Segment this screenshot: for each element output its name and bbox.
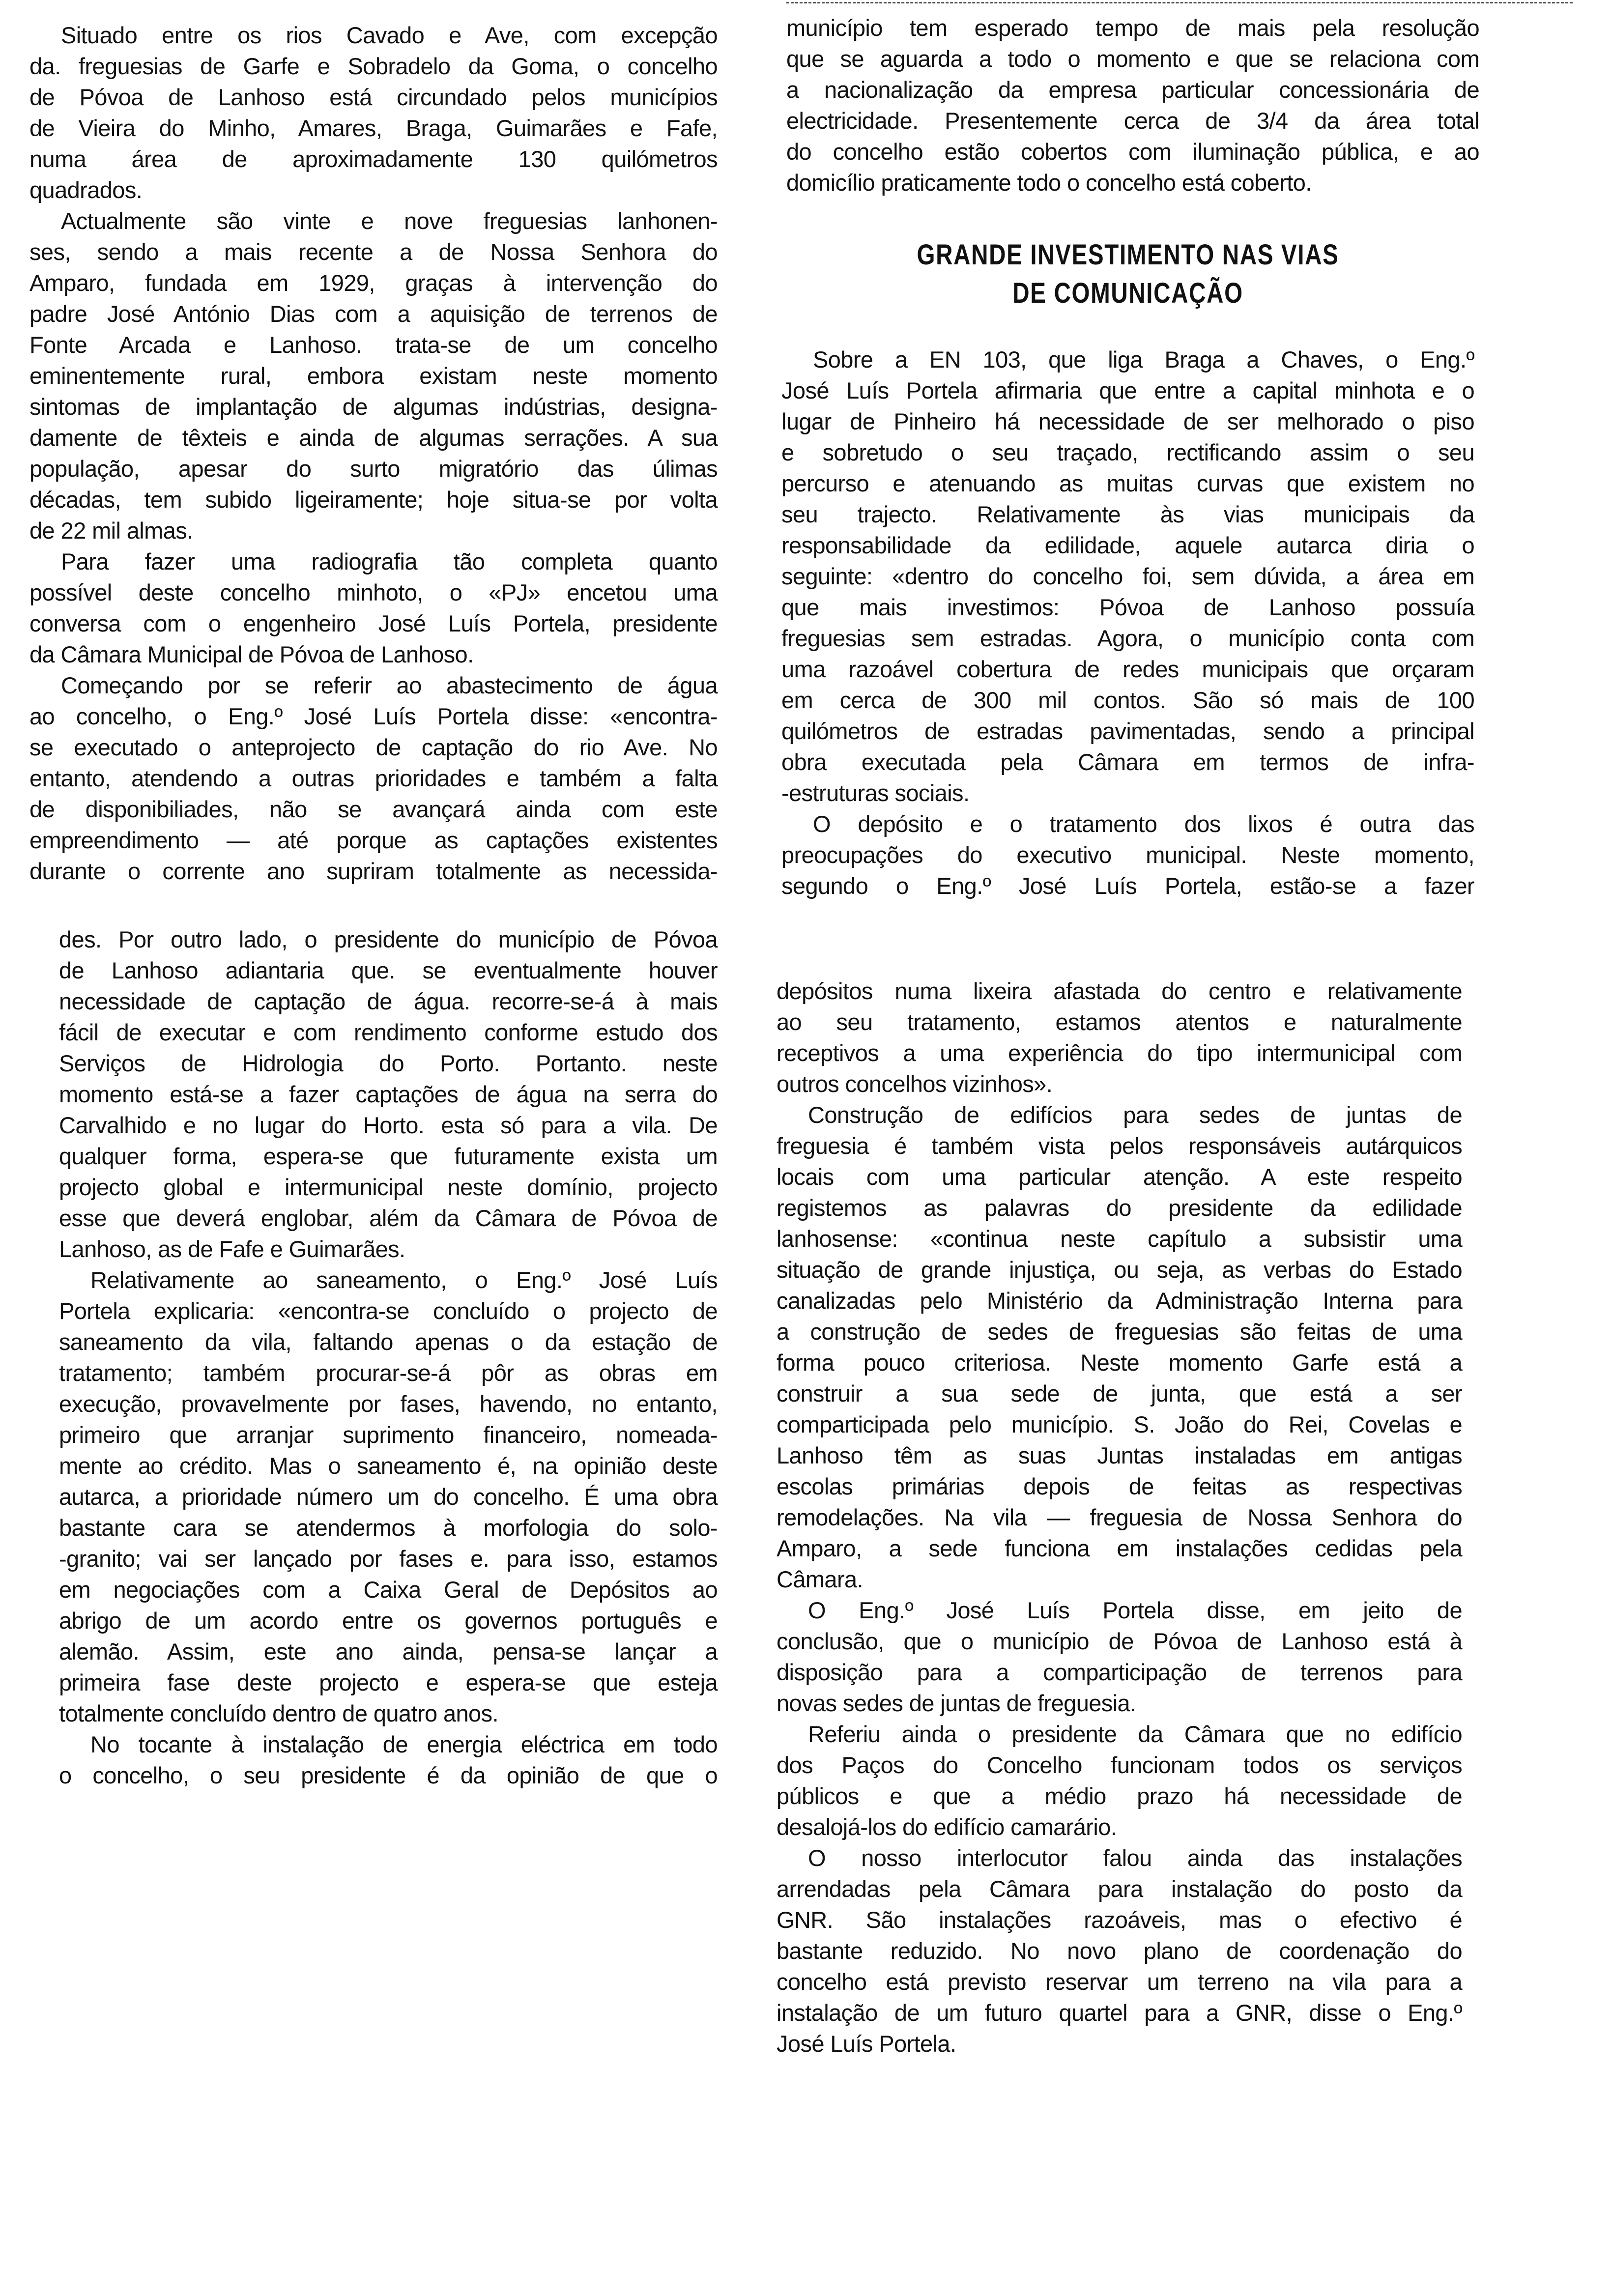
paragraph [781,344,1474,808]
article-column-right-top [786,12,1479,198]
text-line: freguesias sem estradas. Agora, o município conta com [781,625,1474,651]
text-line: percurso e atenuando as muitas curvas que existem no [781,470,1474,496]
paragraph [781,808,1474,901]
text-line: Lanhoso têm as suas Juntas instaladas em antigas [777,1442,1462,1468]
text-line: O Eng.º José Luís Portela disse, em jeito de [808,1597,1462,1623]
text-line: Sobre a EN 103, que liga Braga a Chaves, o Eng.º [813,346,1474,373]
text-line: empreendimento — até porque as captações existentes [29,827,718,853]
text-line: des. Por outro lado, o presidente do município de Póvoa [59,926,718,952]
article-column-right-middle [781,344,1474,901]
text-line: numa área de aproximadamente 130 quilómetros [29,146,718,172]
text-line: necessidade de captação de água. recorre-se-á à mais [59,988,718,1014]
text-line: esse que deverá englobar, além da Câmara de Póvoa de [59,1205,718,1231]
text-line: domicílio praticamente todo o concelho está coberto. [786,170,1312,196]
text-line: seu trajecto. Relativamente às vias municipais da [781,501,1474,527]
text-line: de 22 mil almas. [29,517,193,544]
text-line: quadrados. [29,177,143,203]
text-line: -granito; vai ser lançado por fases e. para isso, estamos [59,1546,718,1572]
text-line: obra executada pela Câmara em termos de infra- [781,749,1474,775]
text-line: a nacionalização da empresa particular concessionária de [786,77,1479,103]
text-line: tratamento; também procurar-se-á pôr as obras em [59,1360,718,1386]
text-line: primeiro que arranjar suprimento financeiro, nomeada- [59,1422,718,1448]
article-column-left-upper [29,20,718,887]
article-column-left-lower [59,924,718,1791]
text-line: que mais investimos: Póvoa de Lanhoso possuía [781,594,1474,620]
text-line: Serviços de Hidrologia do Porto. Portanto. neste [59,1050,718,1076]
text-line: Câmara. [777,1566,864,1592]
paragraph [777,1595,1462,1719]
text-line: ao concelho, o Eng.º José Luís Portela disse: «encontra- [29,703,718,729]
text-line: entanto, atendendo a outras prioridades e também a falta [29,765,718,791]
text-line: que se aguarda a todo o momento e que se relaciona com [786,46,1479,72]
text-line: se executado o anteprojecto de captação do rio Ave. No [29,734,718,760]
paragraph [29,546,718,670]
paragraph [777,976,1462,1099]
text-line: momento está-se a fazer captações de água na serra do [59,1081,718,1107]
text-line: população, apesar do surto migratório das úlimas [29,456,718,482]
text-line: Relativamente ao saneamento, o Eng.º José Luís [90,1267,718,1293]
text-line: -estruturas sociais. [781,780,970,806]
text-line: situação de grande injustiça, ou seja, as verbas do Estado [777,1257,1462,1283]
headline-line: GRANDE INVESTIMENTO NAS VIAS [917,239,1339,271]
text-line: uma razoável cobertura de redes municipais que orçaram [781,656,1474,682]
text-line: remodelações. Na vila — freguesia de Nossa Senhora do [777,1504,1462,1530]
text-line: bastante cara se atendermos à morfologia do solo- [59,1515,718,1541]
text-line: locais com uma particular atenção. A este respeito [777,1164,1462,1190]
text-line: de Vieira do Minho, Amares, Braga, Guimarães e Fafe, [29,115,718,141]
text-line: desalojá-los do edifício camarário. [777,1814,1117,1840]
text-line: segundo o Eng.º José Luís Portela, estão-se a fazer [781,873,1474,899]
headline-line: DE COMUNICAÇÃO [1012,277,1243,309]
text-line: construir a sua sede de junta, que está a ser [777,1380,1462,1406]
text-line: seguinte: «dentro do concelho foi, sem dúvida, a área em [781,563,1474,589]
text-line: escolas primárias depois de feitas as respectivas [777,1473,1462,1499]
text-line: o concelho, o seu presidente é da opinião de que o [59,1762,718,1788]
paragraph [786,12,1479,198]
article-column-right-lower [777,976,1462,2059]
text-line: registemos as palavras do presidente da edilidade [777,1195,1462,1221]
paragraph [59,1729,718,1791]
section-headline [844,236,1412,313]
paragraph [29,205,718,546]
text-line: lugar de Pinheiro há necessidade de ser melhorado o piso [781,408,1474,434]
paragraph [59,924,718,1264]
text-line: electricidade. Presentemente cerca de 3/4 da área total [786,108,1479,134]
text-line: responsabilidade da edilidade, aquele autarca diria o [781,532,1474,558]
text-line: qualquer forma, espera-se que futuramente exista um [59,1143,718,1169]
text-line: possível deste concelho minhoto, o «PJ» encetou uma [29,579,718,605]
text-line: GNR. São instalações razoáveis, mas o efectivo é [777,1907,1462,1933]
text-line: conclusão, que o município de Póvoa de Lanhoso está à [777,1628,1462,1654]
text-line: em cerca de 300 mil contos. São só mais de 100 [781,687,1474,713]
text-line: Construção de edifícios para sedes de juntas de [808,1102,1462,1128]
text-line: e sobretudo o seu traçado, rectificando assim o seu [781,439,1474,465]
text-line: dos Paços do Concelho funcionam todos os serviços [777,1752,1462,1778]
text-line: de Póvoa de Lanhoso está circundado pelos municípios [29,84,718,110]
text-line: Para fazer uma radiografia tão completa quanto [61,548,718,574]
text-line: canalizadas pelo Ministério da Administração Interna para [777,1288,1462,1314]
text-line: receptivos a uma experiência do tipo intermunicipal com [777,1040,1462,1066]
text-line: de disponibiliades, não se avançará ainda com este [29,796,718,822]
text-line: a construção de sedes de freguesias são feitas de uma [777,1319,1462,1345]
text-line: comparticipada pelo município. S. João do Rei, Covelas e [777,1411,1462,1437]
paragraph [777,1099,1462,1595]
text-line: bastante reduzido. No novo plano de coordenação do [777,1938,1462,1964]
text-line: eminentemente rural, embora existam neste momento [29,363,718,389]
text-line: Amparo, fundada em 1929, graças à intervenção do [29,270,718,296]
text-line: décadas, tem subido ligeiramente; hoje situa-se por volta [29,487,718,513]
text-line: Começando por se referir ao abastecimento de água [61,672,718,698]
text-line: No tocante à instalação de energia eléctrica em todo [90,1731,718,1757]
paragraph [29,20,718,205]
text-line: do concelho estão cobertos com iluminação pública, e ao [786,139,1479,165]
text-line: da. freguesias de Garfe e Sobradelo da Goma, o concelho [29,53,718,79]
text-line: lanhosense: «continua neste capítulo a subsistir uma [777,1226,1462,1252]
text-line: quilómetros de estradas pavimentadas, sendo a principal [781,718,1474,744]
text-line: abrigo de um acordo entre os governos português e [59,1607,718,1634]
text-line: públicos e que a médio prazo há necessidade de [777,1783,1462,1809]
text-line: saneamento da vila, faltando apenas o da estação de [59,1329,718,1355]
text-line: disposição para a comparticipação de terrenos para [777,1659,1462,1685]
text-line: primeira fase deste projecto e espera-se que esteja [59,1669,718,1695]
text-line: alemão. Assim, este ano ainda, pensa-se lançar a [59,1638,718,1665]
text-line: fácil de executar e com rendimento conforme estudo dos [59,1019,718,1045]
text-line: freguesia é também vista pelos responsáveis autárquicos [777,1133,1462,1159]
paragraph [777,1842,1462,2059]
text-line: Carvalhido e no lugar do Horto. esta só para a vila. De [59,1112,718,1138]
text-line: durante o corrente ano supriram totalmente as necessida- [29,858,718,884]
text-line: preocupações do executivo municipal. Neste momento, [781,842,1474,868]
text-line: damente de têxteis e ainda de algumas serrações. A sua [29,425,718,451]
text-line: Situado entre os rios Cavado e Ave, com excepção [61,22,718,48]
text-line: Actualmente são vinte e nove freguesias lanhonen- [61,208,718,234]
text-line: da Câmara Municipal de Póvoa de Lanhoso. [29,641,474,667]
text-line: O nosso interlocutor falou ainda das instalações [808,1845,1462,1871]
text-line: José Luís Portela afirmaria que entre a capital minhota e o [781,377,1474,403]
text-line: Referiu ainda o presidente da Câmara que no edifício [808,1721,1462,1747]
text-line: conversa com o engenheiro José Luís Portela, presidente [29,610,718,636]
text-line: arrendadas pela Câmara para instalação do posto da [777,1876,1462,1902]
text-line: mente ao crédito. Mas o saneamento é, na opinião deste [59,1453,718,1479]
text-line: Lanhoso, as de Fafe e Guimarães. [59,1236,405,1262]
text-line: O depósito e o tratamento dos lixos é outra das [813,811,1474,837]
text-line: de Lanhoso adiantaria que. se eventualmente houver [59,957,718,983]
text-line: ses, sendo a mais recente a de Nossa Senhora do [29,239,718,265]
text-line: sintomas de implantação de algumas indústrias, designa- [29,394,718,420]
text-line: Portela explicaria: «encontra-se concluído o projecto de [59,1298,718,1324]
paragraph [59,1264,718,1729]
paragraph [777,1719,1462,1842]
text-line: Amparo, a sede funciona em instalações cedidas pela [777,1535,1462,1561]
top-rule-divider [786,2,1573,3]
text-line: José Luís Portela. [777,2031,956,2057]
text-line: município tem esperado tempo de mais pela resolução [786,15,1479,41]
text-line: depósitos numa lixeira afastada do centro e relativamente [777,978,1462,1004]
text-line: ao seu tratamento, estamos atentos e naturalmente [777,1009,1462,1035]
text-line: autarca, a prioridade número um do concelho. É uma obra [59,1484,718,1510]
text-line: totalmente concluído dentro de quatro anos. [59,1700,498,1726]
text-line: execução, provavelmente por fases, havendo, no entanto, [59,1391,718,1417]
text-line: padre José António Dias com a aquisição de terrenos de [29,301,718,327]
text-line: novas sedes de juntas de freguesia. [777,1690,1136,1716]
text-line: instalação de um futuro quartel para a GNR, disse o Eng.º [777,2000,1462,2026]
text-line: em negociações com a Caixa Geral de Depósitos ao [59,1577,718,1603]
text-line: projecto global e intermunicipal neste domínio, projecto [59,1174,718,1200]
text-line: forma pouco criteriosa. Neste momento Garfe está a [777,1349,1462,1376]
text-line: Fonte Arcada e Lanhoso. trata-se de um concelho [29,332,718,358]
text-line: concelho está previsto reservar um terreno na vila para a [777,1969,1462,1995]
text-line: outros concelhos vizinhos». [777,1071,1053,1097]
paragraph [29,670,718,887]
